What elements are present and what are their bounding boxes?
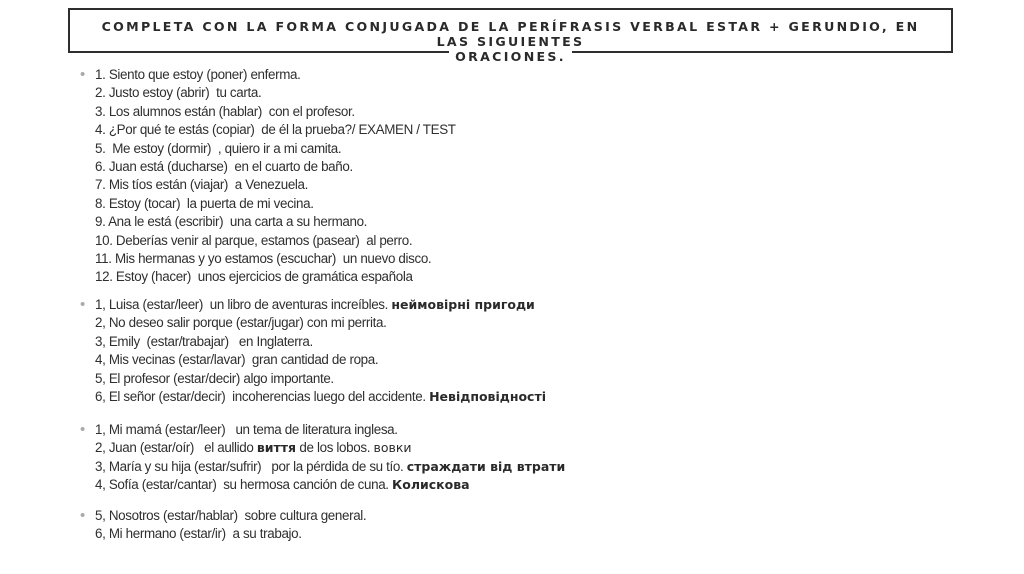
sentence-line: 8. Estoy (tocar) la puerta de mi vecina. <box>95 195 314 211</box>
sentence-line: 2, No deseo salir porque (estar/jugar) con mi perrita. <box>95 315 387 331</box>
translation-note: Колискова <box>392 477 470 493</box>
bullet-icon: • <box>80 507 86 524</box>
exercise-group-1 <box>80 66 456 287</box>
sentence-text: 3, María y su hija (estar/sufrir) por la pérdida de su tío. <box>95 458 407 474</box>
translation-note: неймовірні пригоди <box>391 297 535 312</box>
sentence-line: 5. Me estoy (dormir) , quiero ir a mi camita. <box>95 140 342 156</box>
exercise-group-3 <box>80 421 565 495</box>
title-box <box>68 8 953 64</box>
translation-inline: виття <box>256 440 297 456</box>
sentence-line: 12. Estoy (hacer) unos ejercicios de gramática española <box>95 269 413 285</box>
sentence-line: 1, Mi mamá (estar/leer) un tema de literatura inglesa. <box>95 422 398 437</box>
sentence-line <box>95 476 565 494</box>
bullet-icon: • <box>80 66 86 83</box>
sentence-line <box>95 439 565 457</box>
sentence-line: 4. ¿Por qué te estás (copiar) de él la prueba?/ EXAMEN / TEST <box>95 122 456 138</box>
sentence-line: 9. Ana le está (escribir) una carta a su hermano. <box>95 214 368 230</box>
sentence-text: 2, Juan (estar/oír) el aullido <box>95 440 257 456</box>
sentence-line <box>95 296 546 314</box>
sentence-line: 6. Juan está (ducharse) en el cuarto de baño. <box>95 159 353 175</box>
sentence-text: 4, Sofía (estar/cantar) su hermosa canción de cuna. <box>95 477 393 493</box>
sentence-text-rest: de los lobos. <box>296 440 374 456</box>
sentence-line: 3, Emily (estar/trabajar) en Inglaterra. <box>95 333 313 349</box>
sentence-line: 2. Justo estoy (abrir) tu carta. <box>95 85 262 101</box>
sentence-line: 7. Mis tíos están (viajar) a Venezuela. <box>95 177 309 193</box>
sentence-line: 4, Mis vecinas (estar/lavar) gran cantidad de ropa. <box>95 352 379 368</box>
translation-note: вовки <box>373 440 412 456</box>
sentence-line: 11. Mis hermanas y yo estamos (escuchar) un nuevo disco. <box>95 251 432 267</box>
sentence-line: 1. Siento que estoy (poner) enferma. <box>95 67 301 82</box>
translation-note: Невідповідності <box>429 389 547 405</box>
translation-note: страждати від втрати <box>406 458 566 474</box>
exercise-group-4 <box>80 507 366 544</box>
title-line-2: ORACIONES. <box>449 49 572 64</box>
page-title <box>90 19 931 64</box>
sentence-line: 10. Deberías venir al parque, estamos (pasear) al perro. <box>95 232 413 248</box>
sentence-line <box>95 388 546 406</box>
sentence-line <box>95 458 565 476</box>
bullet-icon: • <box>80 421 86 438</box>
sentence-line: 6, Mi hermano (estar/ir) a su trabajo. <box>95 526 302 542</box>
sentence-text: 1, Luisa (estar/leer) un libro de aventuras increíbles. <box>95 297 392 312</box>
sentence-line: 5, Nosotros (estar/hablar) sobre cultura general. <box>95 508 367 523</box>
sentence-text: 6, El señor (estar/decir) incoherencias luego del accidente. <box>95 389 430 405</box>
title-line-1: COMPLETA CON LA FORMA CONJUGADA DE LA PERÍFRASIS VERBAL ESTAR + GERUNDIO, EN LAS SIGUIENTES <box>101 19 920 49</box>
bullet-icon: • <box>80 296 86 313</box>
exercise-group-2 <box>80 296 546 406</box>
sentence-line: 5, El profesor (estar/decir) algo importante. <box>95 370 334 386</box>
sentence-line: 3. Los alumnos están (hablar) con el profesor. <box>95 103 355 119</box>
